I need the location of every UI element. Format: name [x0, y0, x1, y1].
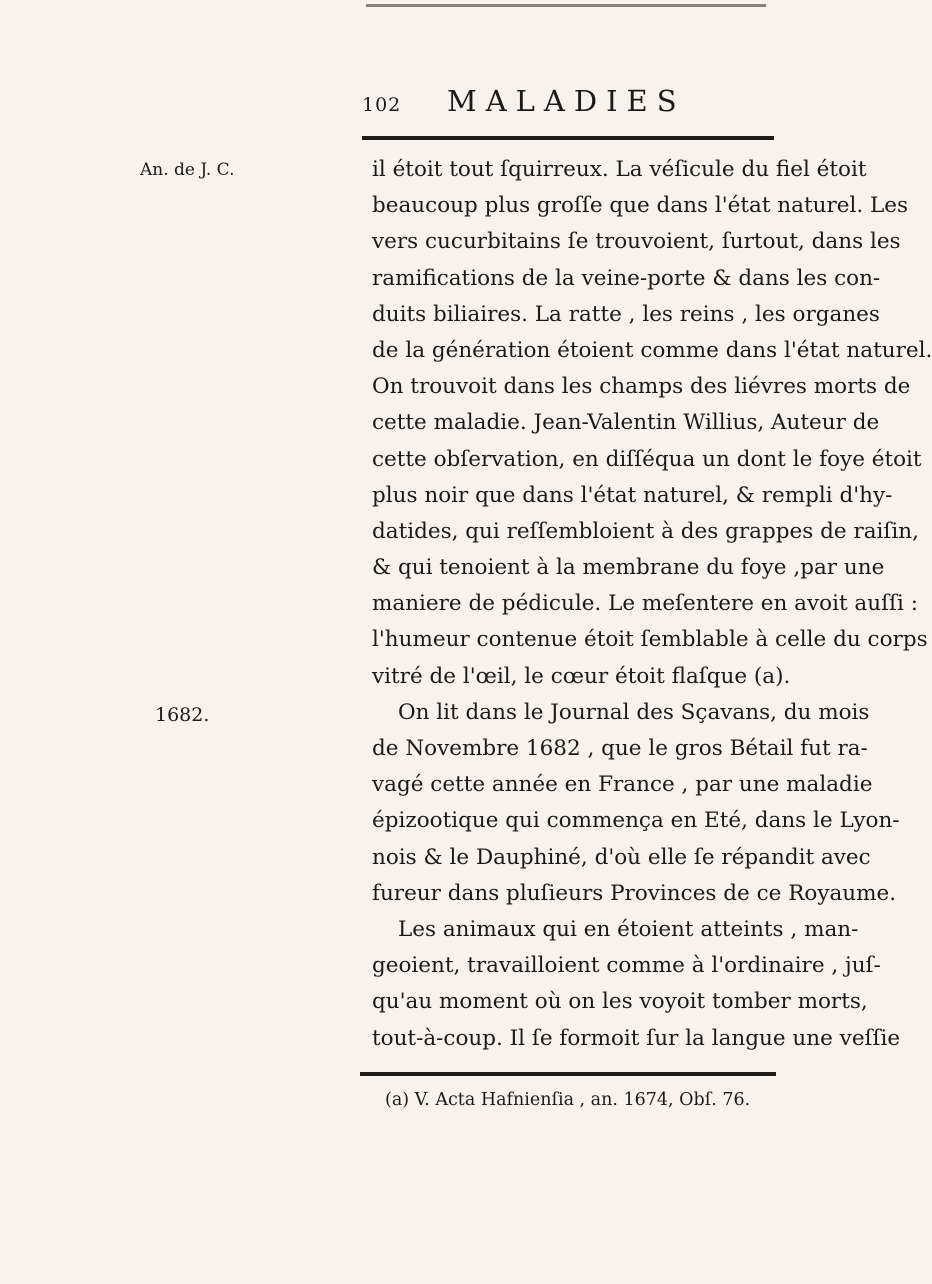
text-line: plus noir que dans l'état naturel, & rempli d'hy-	[372, 482, 893, 508]
text-line: duits biliaires. La ratte , les reins , les organes	[372, 301, 880, 327]
page-header	[362, 72, 772, 122]
text-line: datides, qui reſſembloient à des grappes de raiſin,	[372, 518, 919, 544]
text-line: de la génération étoient comme dans l'état naturel.	[372, 337, 932, 363]
text-line: fureur dans pluſieurs Provinces de ce Royaume.	[372, 880, 897, 906]
footnote: (a) V. Acta Hafnienſia , an. 1674, Obſ. 76.	[385, 1090, 751, 1110]
margin-year-label: An. de J. C.	[140, 160, 235, 180]
text-line: tout-à-coup. Il ſe formoit ſur la langue une veſſie	[372, 1025, 901, 1051]
page-number: 102	[362, 94, 402, 116]
text-line: épizootique qui commença en Eté, dans le Lyon-	[372, 808, 900, 834]
running-title: MALADIES	[447, 84, 686, 118]
text-line: On trouvoit dans les champs des liévres morts de	[372, 374, 911, 400]
text-line: qu'au moment où on les voyoit tomber morts,	[372, 989, 868, 1015]
text-line: nois & le Dauphiné, d'où elle ſe répandit avec	[372, 844, 871, 870]
body-text	[372, 152, 932, 1057]
margin-year: 1682.	[155, 704, 210, 726]
text-line: vers cucurbitains ſe trouvoient, ſurtout, dans les	[372, 229, 901, 255]
text-line: cette obſervation, en diſſéqua un dont le foye étoit	[372, 446, 922, 472]
text-line: de Novembre 1682 , que le gros Bétail fut ra-	[372, 736, 868, 761]
text-line: Les animaux qui en étoient atteints , man-	[398, 916, 859, 942]
footnote-rule	[360, 1072, 776, 1076]
text-line: ramifications de la veine-porte & dans les con-	[372, 265, 881, 291]
text-line: maniere de pédicule. Le meſentere en avoit auſſi :	[372, 591, 918, 617]
text-line: beaucoup plus groſſe que dans l'état naturel. Les	[372, 193, 909, 219]
top-edge-rule	[366, 4, 766, 7]
text-line: On lit dans le Journal des Sçavans, du mois	[398, 699, 870, 725]
text-line: vitré de l'œil, le cœur étoit flaſque (a).	[372, 663, 791, 689]
text-line: vagé cette année en France , par une maladie	[372, 772, 873, 798]
text-line: geoient, travailloient comme à l'ordinaire , juſ-	[372, 953, 881, 979]
header-rule	[362, 136, 774, 140]
text-line: cette maladie. Jean-Valentin Willius, Auteur de	[372, 410, 880, 436]
text-line: l'humeur contenue étoit ſemblable à celle du corps	[372, 627, 928, 653]
text-line: il étoit tout ſquirreux. La véſicule du fiel étoit	[372, 157, 867, 182]
text-line: & qui tenoient à la membrane du foye ,par une	[372, 555, 885, 581]
